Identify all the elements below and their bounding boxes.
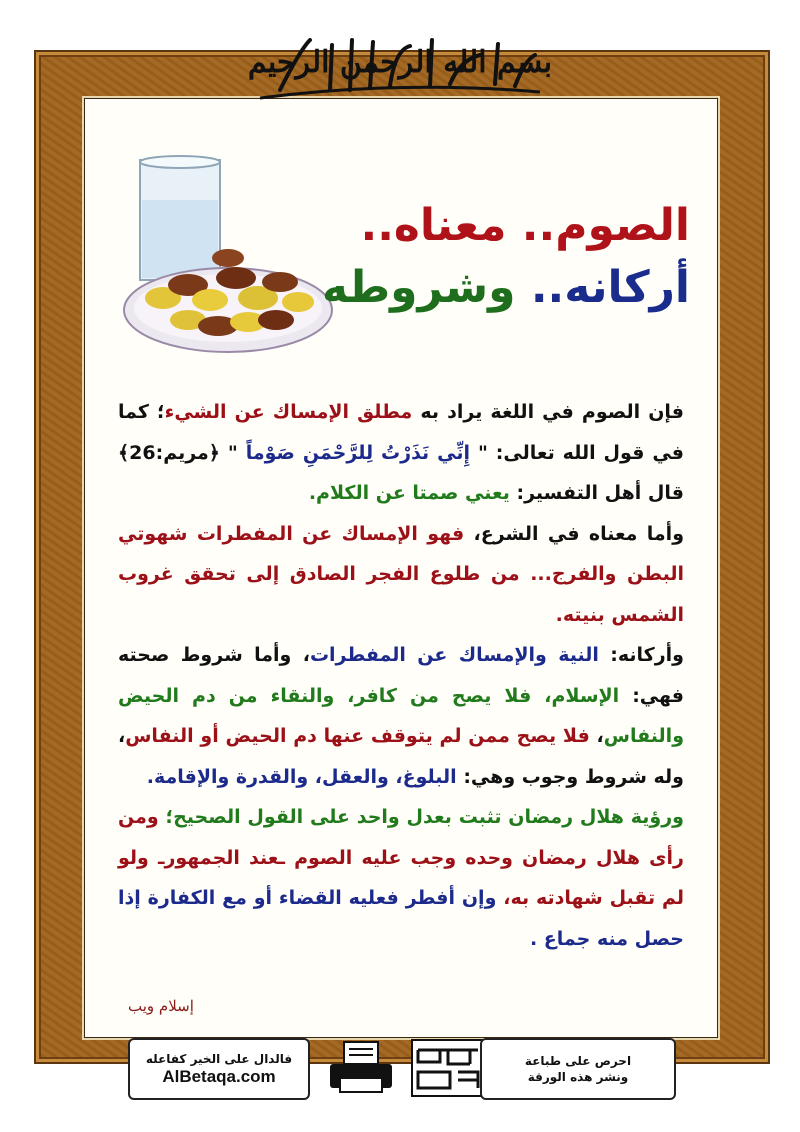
p1-run-2: ؛ كما في قول الله تعالى: " [118,401,684,464]
article-body [118,392,684,959]
title-line-2-part-b: وشروطه [322,262,516,313]
p4-run-1: ومن رأى هلال رمضان وحده وجب عليه الصوم ـعند الجمهورـ ولو لم تقبل شهادته به، [118,806,684,909]
title-line-1: الصوم.. معناه.. [360,200,690,251]
p3-run-4: ، [589,725,604,747]
dawat-alwaraqa-logo [410,1038,486,1098]
p3-run-5: فلا يصح ممن لم يتوقف عنها دم الحيض أو النفاس [125,725,590,747]
p1-run-1: مطلق الإمساك عن الشيء [164,401,413,423]
p1-run-4: " ﴿مريم:26﴾ قال أهل التفسير: [118,441,684,504]
footer-print-box [480,1038,676,1100]
printer-icon [326,1040,396,1096]
p1-run-3: إِنِّي نَذَرْتُ لِلرَّحْمَنِ صَوْماً [245,441,470,464]
p3-run-1: النية والإمساك عن المفطرات [309,644,599,666]
p3-run-6: ، وله شروط وجوب وهي: [118,725,684,788]
paragraph-meaning-in-language [118,392,684,514]
paragraph-meaning-in-sharia [118,514,684,636]
paragraph-crescent-sighting [118,797,684,959]
p2-run-0: وأما معناه في الشرع، [464,522,685,545]
p3-run-0: وأركانه: [598,644,684,666]
footer-website-link[interactable]: AlBetaqa.com [162,1067,276,1086]
footer-site-box [128,1038,310,1100]
footer-print-line-2: ونشر هذه الورقة [527,1070,629,1084]
title-line-2 [322,262,690,313]
dates-and-water-illustration [118,150,333,360]
p3-run-2: ، وأما شروط صحته فهي: [118,644,684,707]
p4-run-2: وإن أفطر فعليه القضاء أو مع الكفارة إذا حصل منه جماع . [118,887,684,950]
svg-text:بسم الله الرحمن الرحيم: بسم الله الرحمن الرحيم [247,45,553,80]
paragraph-pillars-and-conditions [118,635,684,797]
footer-print-line-1: احرص على طباعة [524,1054,632,1068]
p4-run-0: ورؤية هلال رمضان تثبت بعدل واحد على القول الصحيح؛ [165,806,684,828]
footer-bar [128,1038,676,1098]
footer-motto: فالدال على الخير كفاعله [145,1052,293,1066]
p1-run-5: يعني صمتا عن الكلام. [308,482,510,504]
p2-run-1: فهو الإمساك عن المفطرات شهوتي البطن والفرج... من طلوع الفجر الصادق إلى تحقق غروب الشمس بنيته. [118,522,684,626]
bismillah-calligraphy [240,10,560,110]
p1-run-0: فإن الصوم في اللغة يراد به [412,401,684,423]
p3-run-3: الإسلام، فلا يصح من كافر، والنقاء من دم الحيض والنفاس [118,684,685,747]
p3-run-7: البلوغ، والعقل، والقدرة والإقامة. [146,765,457,788]
source-credit: إسلام ويب [128,997,194,1015]
title-line-2-part-a: أركانه.. [530,262,690,313]
